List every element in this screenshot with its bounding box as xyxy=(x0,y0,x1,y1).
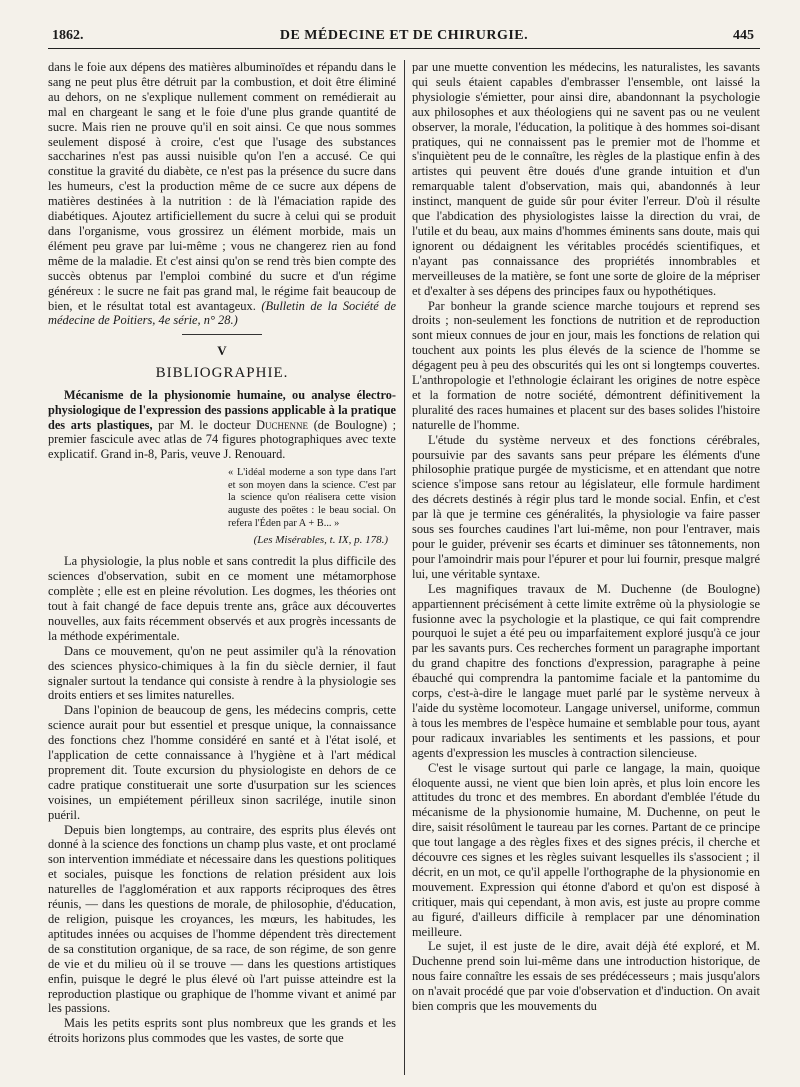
bibliography-entry: Mécanisme de la physionomie humaine, ou analyse électro-physiologique de l'expression des passions applicable à la pratique des arts plastiques, par M. le docteur Duchenne (de Boulogne) ; premier fascicule avec atlas de 74 figures photographiques avec texte explicatif. Grand in-8, Paris, veuve J. Renouard. xyxy=(48,388,396,461)
author-name: Duchenne xyxy=(256,417,309,432)
paragraph: La physiologie, la plus noble et sans contredit la plus difficile des sciences d'observation, subit en ce moment une métamorphose complète ; elle est en pleine révolution. Les dogmes, les théories ont tout à fait changé de face depuis trente ans, grâce aux découvertes nouvelles, aux faits récemment observés et aux progrès incessants de la méthode expérimentale. xyxy=(48,554,396,643)
section-rule xyxy=(182,334,262,335)
column-divider xyxy=(404,60,405,1075)
paragraph: Depuis bien longtemps, au contraire, des esprits plus élevés ont donné à la science des fonctions un champ plus vaste, et ont proclamé son intervention immédiate et nécessaire dans les questions politiques et sociales, puisque les fonctions de relation président aux lois naturelles de l'agglomération et aux rapports réciproques des êtres réunis, — dans les questions de morale, de philosophie, d'éducation, de religion, puisque les croyances, les mœurs, les habitudes, les aptitudes innées ou acquises de l'homme dépendent très directement de sa constitution organique, de sa race, de son régime, de son genre de vie et du milieu où il se trouve — dans les questions artistiques enfin, puisque le degré le plus élevé où l'art puisse atteindre est la reproduction plastique ou graphique de l'homme vivant et animé par les passions. xyxy=(48,822,396,1016)
paragraph: C'est le visage surtout qui parle ce langage, la main, quoique éloquente aussi, ne vient que bien loin après, et plus loin encore les attitudes du tronc et des membres. En abordant d'emblée l'étude du mécanisme de la physionomie humaine, M. Duchenne, on peut le dire, saisit résolûment le taureau par les cornes. Partant de ce principe que tout langage a des règles fixes et des signes précis, il cherche et découvre ces signes et les règles suivant lesquelles ils s'associent ; il décrit, en un mot, ce qu'il appelle l'orthographe de la physionomie en mouvement. Expression qui étonne d'abord et qu'on est disposé à critiquer, mais qui cependant, à mon avis, est juste au propre comme au figuré, d'ailleurs difficile à remplacer par une dénomination meilleure. xyxy=(412,760,760,939)
paragraph: Dans l'opinion de beaucoup de gens, les médecins compris, cette science aurait pour but essentiel et presque unique, la connaissance des fonctions chez l'homme considéré en santé et à l'état isolé, et l'application de cette connaissance à l'hygiène et à l'art médical proprement dit. Toute excursion du physiologiste en dehors de ce cadre pratique constituerait une sorte d'usurpation sur les sciences voisines, un empiétement périlleux sinon sacrilége, inutile sinon puéril. xyxy=(48,703,396,822)
left-column xyxy=(48,60,396,1075)
paragraph: Dans ce mouvement, qu'on ne peut assimiler qu'à la rénovation des sciences physico-chimiques à la fin du siècle dernier, il faut signaler surtout la tendance qui consiste à rendre à la physiologie ses droits entiers et ses limites naturelles. xyxy=(48,643,396,703)
paragraph: par une muette convention les médecins, les naturalistes, les savants qui seuls étaient capables d'embrasser l'ensemble, ont laissé la physiologie s'émietter, pour ainsi dire, abandonnant la psychologie aux philosophes et aux théologiens qui ne savent pas ou ne veulent observer, la morale, l'éducation, la politique à des hommes soi-disant pratiques, qui ne connaissent pas le premier mot de l'homme et s'inquiètent peu de le connaître, les règles de la plastique enfin à des artistes qui peuvent être doués d'une grande intuition et d'un remarquable talent d'observation, mais qui, abandonnés à leur instinct, manquent de guide sûr pour éviter l'erreur. D'où il résulte que l'abdication des physiologistes laisse la direction du vrai, de l'utile et du beau, aux mains d'hommes éminents sans doute, mais qui ignorent ou dédaignent les véritables procédés scientifiques, et n'ayant pas connaissance des propriétés innombrables et merveilleuses de la matière, se font une sorte de gloire de la mépriser et d'exalter à ses dépens des principes faux ou hypothétiques. xyxy=(412,60,760,298)
book-title: Mécanisme de la physionomie humaine, ou analyse électro-physiologique de l'expression des passions applicable à la pratique des arts plastiques, xyxy=(48,388,396,432)
header-year: 1862. xyxy=(52,28,84,43)
header-title: DE MÉDECINE ET DE CHIRURGIE. xyxy=(279,28,529,43)
section-number: V xyxy=(217,343,227,359)
paragraph: Par bonheur la grande science marche toujours et reprend ses droits ; non-seulement les fonctions de nutrition et de reproduction sont mieux connues de jour en jour, mais les fonctions de relation qui touchent aux points les plus élevés de la science de l'homme se dégagent peu à peu des obscurités qui les ont si longtemps couvertes. L'anthropologie et l'ethnologie éclairant les origines de notre espèce et la formation de notre société, démontrent définitivement la pluralité des races humaines et placent sur des bases solides l'histoire naturelle de l'homme. xyxy=(412,298,760,432)
section-title: BIBLIOGRAPHIE. xyxy=(155,365,289,382)
page-number: 445 xyxy=(733,28,754,43)
citation: (Bulletin de la Société de médecine de Poitiers, 4e série, n° 28.) xyxy=(48,298,396,328)
paragraph: Mais les petits esprits sont plus nombreux que les grands et les étroits horizons plus commodes que les vastes, de sorte que xyxy=(48,1016,396,1046)
paragraph: L'étude du système nerveux et des fonctions cérébrales, poursuivie par des savants sans peur prépare les éléments d'une philosophie pratique purgée de mysticisme, et en attendant que notre science s'impose sans retour au législateur, elle formule hardiment des décrets destinés à régir plus tard le monde social. Enfin, et c'est par là que je termine ces généralités, la physiologie va faire passer sous ses fourches caudines l'art lui-même, non pour l'entraver, mais pour le guider, prévenir ses écarts et diminuer ses tâtonnements, non pour l'amoindrir mais pour l'épurer et pour lui fournir, presque malgré lui, une véritable syntaxe. xyxy=(412,432,760,581)
paragraph: dans le foie aux dépens des matières albuminoïdes et répandu dans le sang ne peut plus être détruit par la combustion, et doit être éliminé au dehors, on ne s'explique nullement comment on remédierait au mal en chargeant le sang et le foie d'une plus grande quantité de sucre. Mais rien ne prouve qu'il en soit ainsi. Ce que nous sommes seulement disposé à croire, c'est que l'usage des substances saccharines n'est pas aussi nuisible qu'on l'en a accusé. Ce qui constitue la gravité du diabète, ce n'est pas la présence du sucre dans les humeurs, c'est la production même de ce sucre aux dépens de matières destinées à la nutrition : de là l'émaciation rapide des diabétiques. Ajoutez artificiellement du sucre à celui qui se produit dans l'organisme, vous grossirez un élément morbide, mais un élément peu grave par lui-même ; vous ne changerez rien au fond même de la maladie. Et c'est ainsi qu'on se rend très bien compte des succès obtenus par l'emploi combiné du sucre et d'un régime généreux : le sucre ne fait pas grand mal, le régime fait beaucoup de bien, et le résultat total est avantageux. (Bulletin de la Société de médecine de Poitiers, 4e série, n° 28.) xyxy=(48,60,396,328)
paragraph: Le sujet, il est juste de le dire, avait déjà été exploré, et M. Duchenne prend soin lui-même dans une introduction historique, de nous faire connaître les essais de ses prédécesseurs ; mais jusqu'alors on n'avait procédé que par voie d'observation et d'induction. On avait bien compris que les mouvements du xyxy=(412,939,760,1014)
right-column xyxy=(412,60,760,1075)
text-columns xyxy=(48,60,760,1075)
epigraph-source: (Les Misérables, t. IX, p. 178.) xyxy=(253,534,388,547)
epigraph: « L'idéal moderne a son type dans l'art et son moyen dans la science. C'est par la science qu'on réalisera cette vision auguste des poëtes : le beau social. On refera l'Éden par A + B... » xyxy=(228,467,396,529)
running-header xyxy=(48,26,760,49)
paragraph: Les magnifiques travaux de M. Duchenne (de Boulogne) appartiennent précisément à cette limite extrême où la physiologie se fusionne avec la psychologie et la plastique, ce qui fait comprendre pourquoi le sujet a été peu ou imparfaitement exploré jusqu'à ce jour par les savants purs. Ces recherches forment un paragraphe important du grand chapitre des fonctions d'expression, paragraphe à peine ébauché qui comprendra la pantomime faciale et la pantomime du corps, c'est-à-dire le langage muet parlé par le système nerveux à l'aide du système locomoteur. Langage universel, uniforme, commun à tous les membres de l'espèce humaine et semblable pour tous, ayant pour radicaux invariables les sentiments et les passions, et pour agents d'expression les muscles à contraction silencieuse. xyxy=(412,581,760,760)
